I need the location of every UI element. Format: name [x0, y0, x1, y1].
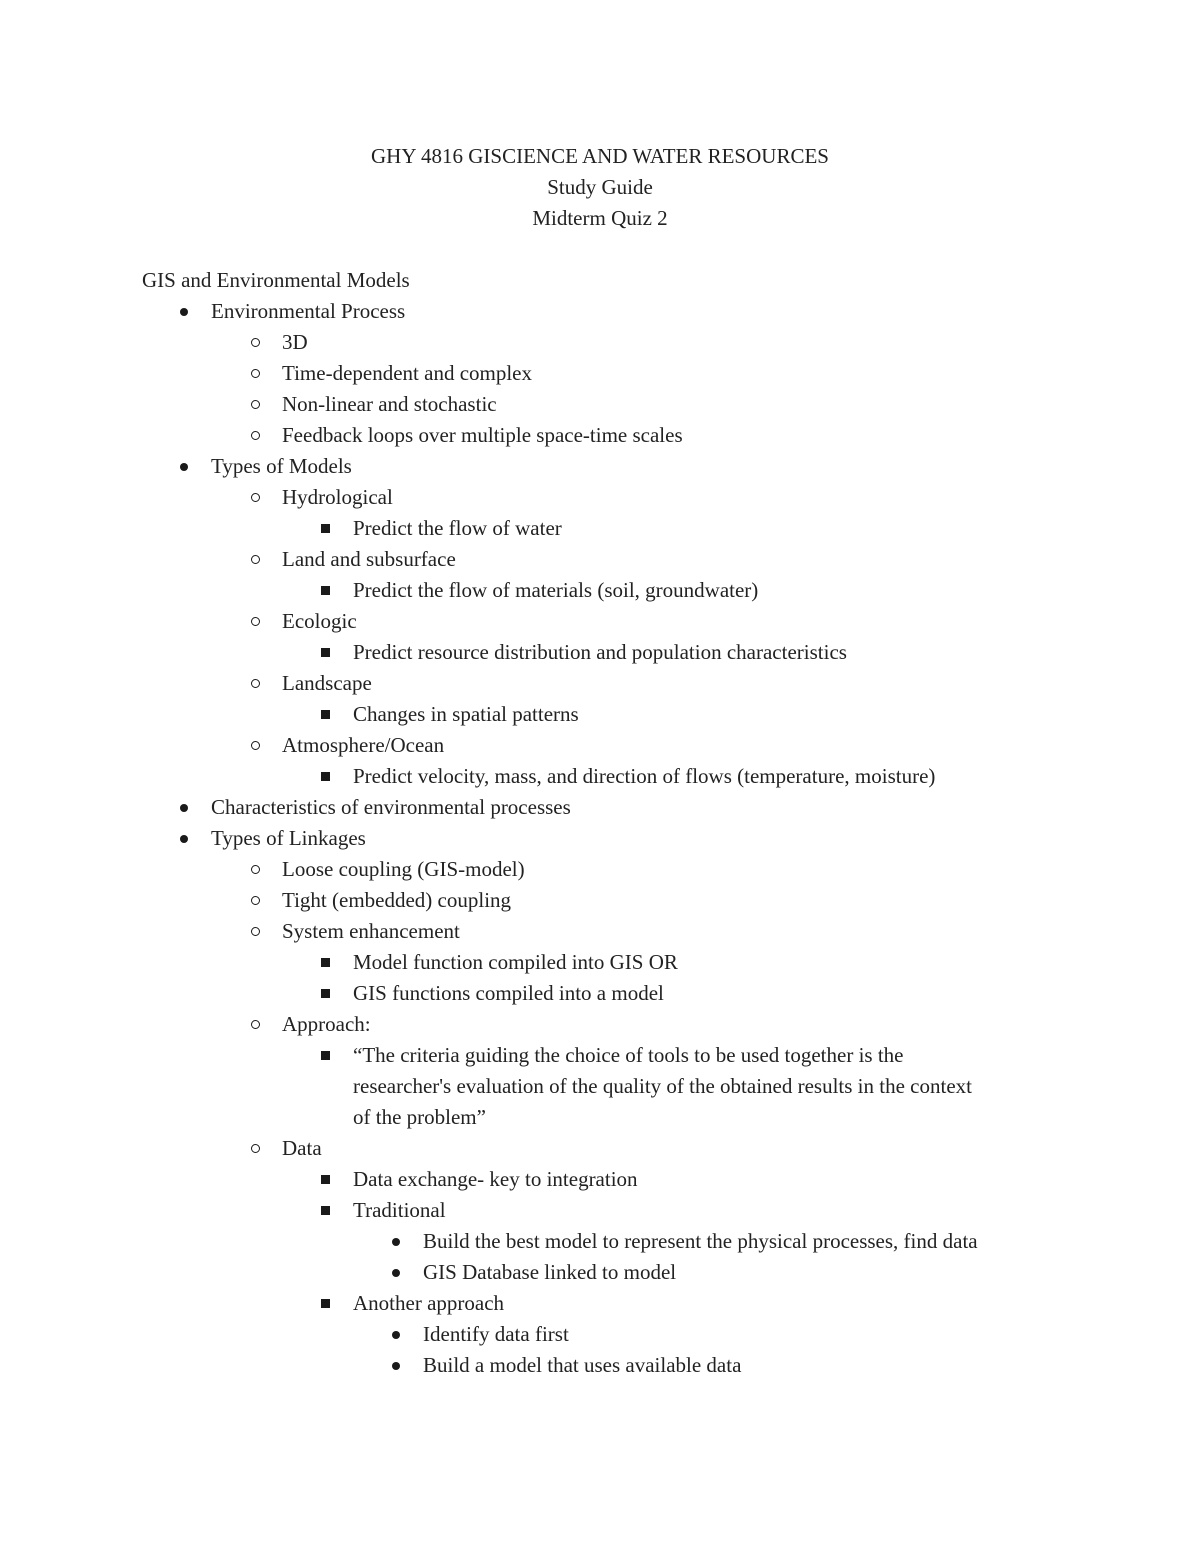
list-item-text: Ecologic: [282, 609, 357, 633]
list-item: [0, 1009, 1200, 1040]
list-item-text: Characteristics of environmental processes: [211, 795, 571, 819]
list-item-continuation: [0, 1071, 1200, 1102]
list-item: [0, 1226, 1200, 1257]
list-item-text: Predict velocity, mass, and direction of flows (temperature, moisture): [353, 764, 936, 788]
bullet-square-icon: [315, 1195, 335, 1226]
list-item-text: Predict the flow of materials (soil, groundwater): [353, 578, 759, 602]
course-title: GHY 4816 GISCIENCE AND WATER RESOURCES: [371, 144, 829, 168]
list-item-text: Predict the flow of water: [353, 516, 562, 540]
bullet-square-icon: [315, 637, 335, 668]
list-item-text: Traditional: [353, 1198, 446, 1222]
bullet-dot-icon: [386, 1226, 406, 1257]
bullet-square-icon: [315, 1040, 335, 1071]
bullet-dot-icon: [386, 1257, 406, 1288]
list-item: [0, 544, 1200, 575]
list-item: [0, 296, 1200, 327]
bullet-circle-icon: [245, 916, 265, 947]
bullet-dot-icon: [174, 792, 194, 823]
quote-line: of the problem”: [353, 1105, 486, 1129]
list-item: [0, 668, 1200, 699]
bullet-dot-icon: [174, 823, 194, 854]
list-item-text: Hydrological: [282, 485, 393, 509]
bullet-square-icon: [315, 575, 335, 606]
list-item-text: Atmosphere/Ocean: [282, 733, 445, 757]
bullet-square-icon: [315, 761, 335, 792]
bullet-circle-icon: [245, 420, 265, 451]
list-item-text: Data: [282, 1136, 322, 1160]
list-item: [0, 420, 1200, 451]
list-item: [0, 482, 1200, 513]
list-item: [0, 947, 1200, 978]
quote-line: “The criteria guiding the choice of tools to be used together is the: [353, 1043, 904, 1067]
list-item: [0, 1350, 1200, 1381]
bullet-dot-icon: [174, 296, 194, 327]
bullet-circle-icon: [245, 327, 265, 358]
list-item-text: Tight (embedded) coupling: [282, 888, 512, 912]
list-item-text: Identify data first: [423, 1322, 569, 1346]
list-item: [0, 637, 1200, 668]
list-item-text: System enhancement: [282, 919, 460, 943]
list-item: [0, 792, 1200, 823]
list-item: [0, 978, 1200, 1009]
list-item: [0, 1040, 1200, 1071]
bullet-square-icon: [315, 513, 335, 544]
list-item: [0, 358, 1200, 389]
document-header: [0, 141, 1200, 234]
list-item: [0, 1288, 1200, 1319]
list-item: [0, 389, 1200, 420]
list-item: [0, 761, 1200, 792]
bullet-circle-icon: [245, 544, 265, 575]
bullet-circle-icon: [245, 854, 265, 885]
list-item: [0, 513, 1200, 544]
list-item-text: Land and subsurface: [282, 547, 456, 571]
list-item-text: Types of Models: [211, 454, 352, 478]
bullet-circle-icon: [245, 668, 265, 699]
list-item: [0, 575, 1200, 606]
study-outline: [0, 265, 1200, 1381]
bullet-circle-icon: [245, 482, 265, 513]
list-item-text: Landscape: [282, 671, 372, 695]
list-item: [0, 1133, 1200, 1164]
section-title: GIS and Environmental Models: [142, 268, 410, 292]
list-item-continuation: [0, 1102, 1200, 1133]
bullet-circle-icon: [245, 885, 265, 916]
bullet-dot-icon: [386, 1350, 406, 1381]
list-item: [0, 606, 1200, 637]
bullet-circle-icon: [245, 606, 265, 637]
list-item: [0, 1164, 1200, 1195]
list-item-text: Another approach: [353, 1291, 505, 1315]
exam-name: Midterm Quiz 2: [532, 206, 668, 230]
list-item: [0, 854, 1200, 885]
list-item-text: GIS functions compiled into a model: [353, 981, 664, 1005]
list-item-text: Loose coupling (GIS-model): [282, 857, 525, 881]
bullet-circle-icon: [245, 389, 265, 420]
bullet-square-icon: [315, 699, 335, 730]
list-item: [0, 1319, 1200, 1350]
bullet-dot-icon: [386, 1319, 406, 1350]
list-item: [0, 1195, 1200, 1226]
bullet-square-icon: [315, 1164, 335, 1195]
bullet-circle-icon: [245, 1133, 265, 1164]
list-item-text: Approach:: [282, 1012, 371, 1036]
list-item-text: Changes in spatial patterns: [353, 702, 579, 726]
bullet-square-icon: [315, 1288, 335, 1319]
list-item: [0, 916, 1200, 947]
bullet-square-icon: [315, 947, 335, 978]
section-heading: [0, 265, 1200, 296]
list-item-text: Time-dependent and complex: [282, 361, 533, 385]
list-item-text: Data exchange- key to integration: [353, 1167, 638, 1191]
list-item-text: Feedback loops over multiple space-time scales: [282, 423, 683, 447]
bullet-circle-icon: [245, 358, 265, 389]
list-item-text: Model function compiled into GIS OR: [353, 950, 678, 974]
bullet-circle-icon: [245, 1009, 265, 1040]
list-item-text: Types of Linkages: [211, 826, 366, 850]
list-item: [0, 327, 1200, 358]
list-item-text: Build the best model to represent the physical processes, find data: [423, 1229, 978, 1253]
list-item-text: Non-linear and stochastic: [282, 392, 497, 416]
list-item: [0, 823, 1200, 854]
list-item-text: Predict resource distribution and population characteristics: [353, 640, 847, 664]
document-type: Study Guide: [547, 175, 653, 199]
list-item: [0, 699, 1200, 730]
list-item: [0, 451, 1200, 482]
bullet-square-icon: [315, 978, 335, 1009]
list-item-text: Environmental Process: [211, 299, 406, 323]
list-item: [0, 730, 1200, 761]
list-item: [0, 1257, 1200, 1288]
list-item-text: Build a model that uses available data: [423, 1353, 742, 1377]
list-item: [0, 885, 1200, 916]
bullet-dot-icon: [174, 451, 194, 482]
list-item-text: 3D: [282, 330, 308, 354]
list-item-text: GIS Database linked to model: [423, 1260, 677, 1284]
bullet-circle-icon: [245, 730, 265, 761]
quote-line: researcher's evaluation of the quality of the obtained results in the context: [353, 1074, 972, 1098]
